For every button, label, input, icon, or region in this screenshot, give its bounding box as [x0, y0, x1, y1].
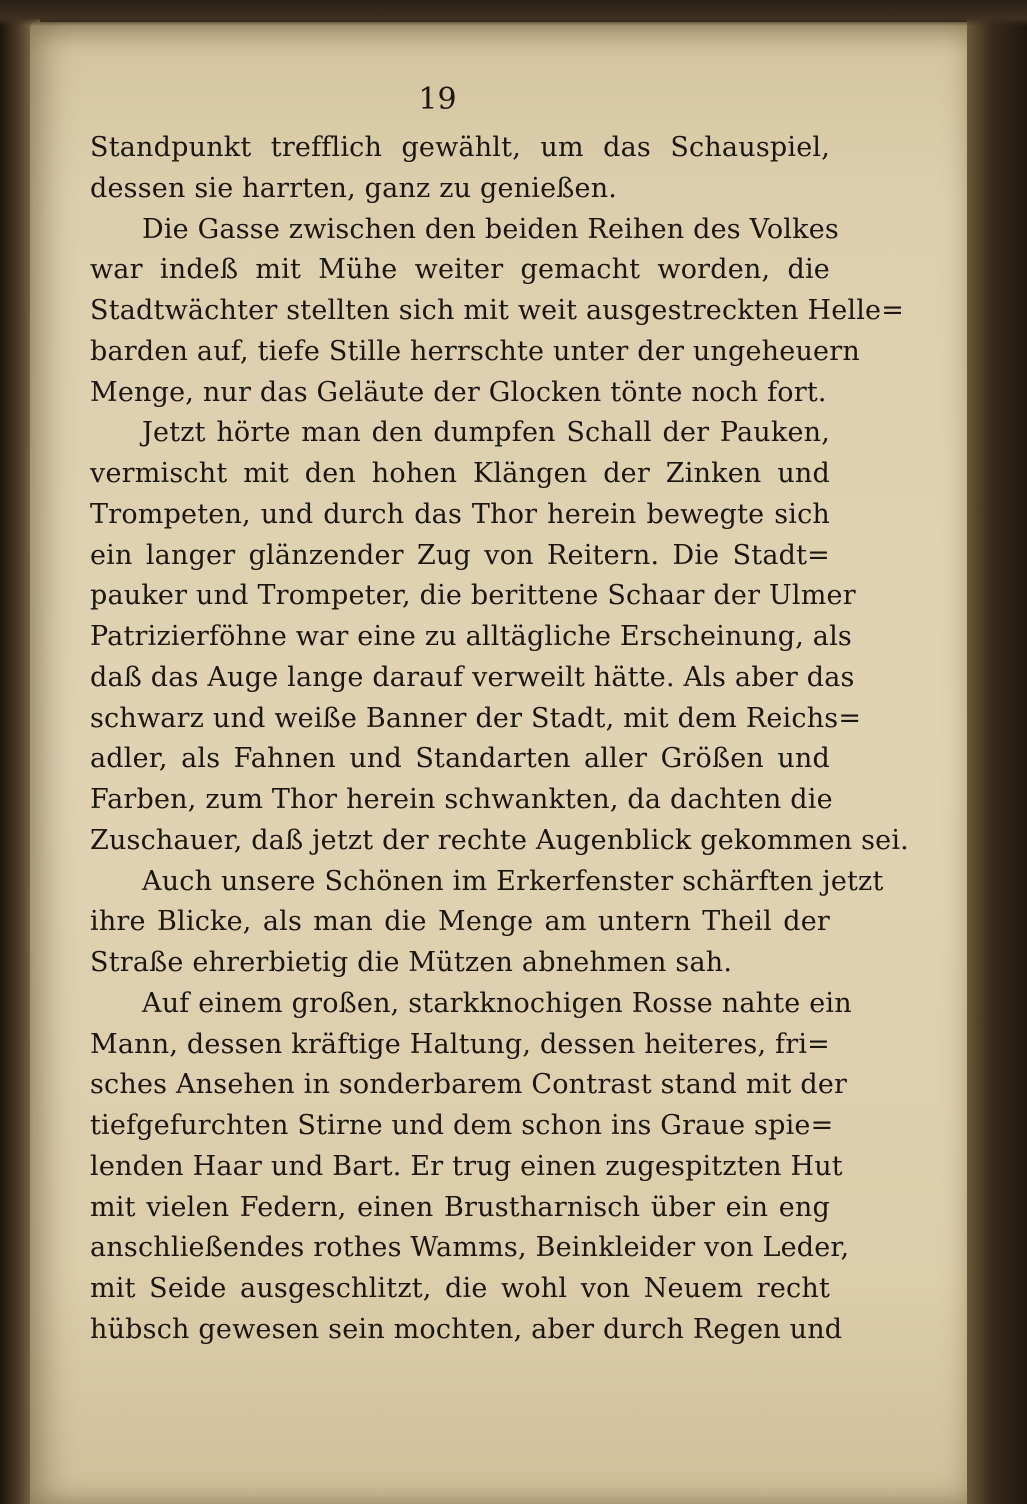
text-line: pauker und Trompeter, die berittene Schaar der Ulmer [90, 580, 856, 612]
text-line: Standpunkt trefflich gewählt, um das Schauspiel, [90, 132, 830, 163]
text-line: war indeß mit Mühe weiter gemacht worden, die [90, 254, 830, 286]
body-text [90, 128, 909, 1351]
text-line: dessen sie harrten, ganz zu genießen. [90, 172, 618, 204]
text-line: Menge, nur das Geläute der Glocken tönte noch fort. [90, 376, 827, 408]
text-line: ihre Blicke, als man die Menge am untern Theil der [90, 906, 830, 938]
text-line: Auch unsere Schönen im Erkerfenster schärften jetzt [142, 865, 884, 897]
text-line: Stadtwächter stellten sich mit weit ausgestreckten Helle= [90, 295, 905, 326]
text-line: tiefgefurchten Stirne und dem schon ins Graue spie= [90, 1110, 834, 1141]
page-edge-shadow [967, 0, 1027, 1504]
text-line: barden auf, tiefe Stille herrschte unter der ungeheuern [90, 335, 860, 367]
text-line: adler, als Fahnen und Standarten aller Größen und [90, 743, 830, 775]
text-line: mit Seide ausgeschlitzt, die wohl von Neuem recht [90, 1273, 830, 1304]
text-line: Zuschauer, daß jetzt der rechte Augenblick gekommen sei. [90, 824, 909, 856]
text-line: hübsch gewesen sein mochten, aber durch Regen und [90, 1313, 843, 1345]
top-edge-shadow [0, 0, 1027, 26]
text-line: Jetzt hörte man den dumpfen Schall der Pauken, [142, 417, 830, 449]
text-line: mit vielen Federn, einen Brustharnisch über ein eng [90, 1191, 830, 1223]
text-line: anschließendes rothes Wamms, Beinkleider von Leder, [90, 1232, 850, 1264]
text-line: vermischt mit den hohen Klängen der Zinken und [90, 458, 830, 489]
text-line: Mann, dessen kräftige Haltung, dessen heiteres, fri= [90, 1028, 830, 1060]
text-line: Auf einem großen, starkknochigen Rosse nahte ein [142, 987, 852, 1019]
text-line: Die Gasse zwischen den beiden Reihen des Volkes [142, 213, 839, 245]
text-line: Farben, zum Thor herein schwankten, da dachten die [90, 784, 833, 815]
text-line: sches Ansehen in sonderbarem Contrast stand mit der [90, 1069, 848, 1101]
text-line: daß das Auge lange darauf verweilt hätte. Als aber das [90, 661, 855, 693]
text-line: Trompeten, und durch das Thor herein bewegte sich [90, 498, 830, 530]
text-line: lenden Haar und Bart. Er trug einen zugespitzten Hut [90, 1150, 843, 1182]
page-number: 19 [418, 82, 457, 117]
text-line: Straße ehrerbietig die Mützen abnehmen sah. [90, 947, 733, 978]
text-line: schwarz und weiße Banner der Stadt, mit dem Reichs= [90, 702, 862, 734]
text-line: ein langer glänzender Zug von Reitern. Die Stadt= [90, 539, 830, 571]
text-line: Patrizierföhne war eine zu alltägliche Erscheinung, als [90, 621, 852, 652]
